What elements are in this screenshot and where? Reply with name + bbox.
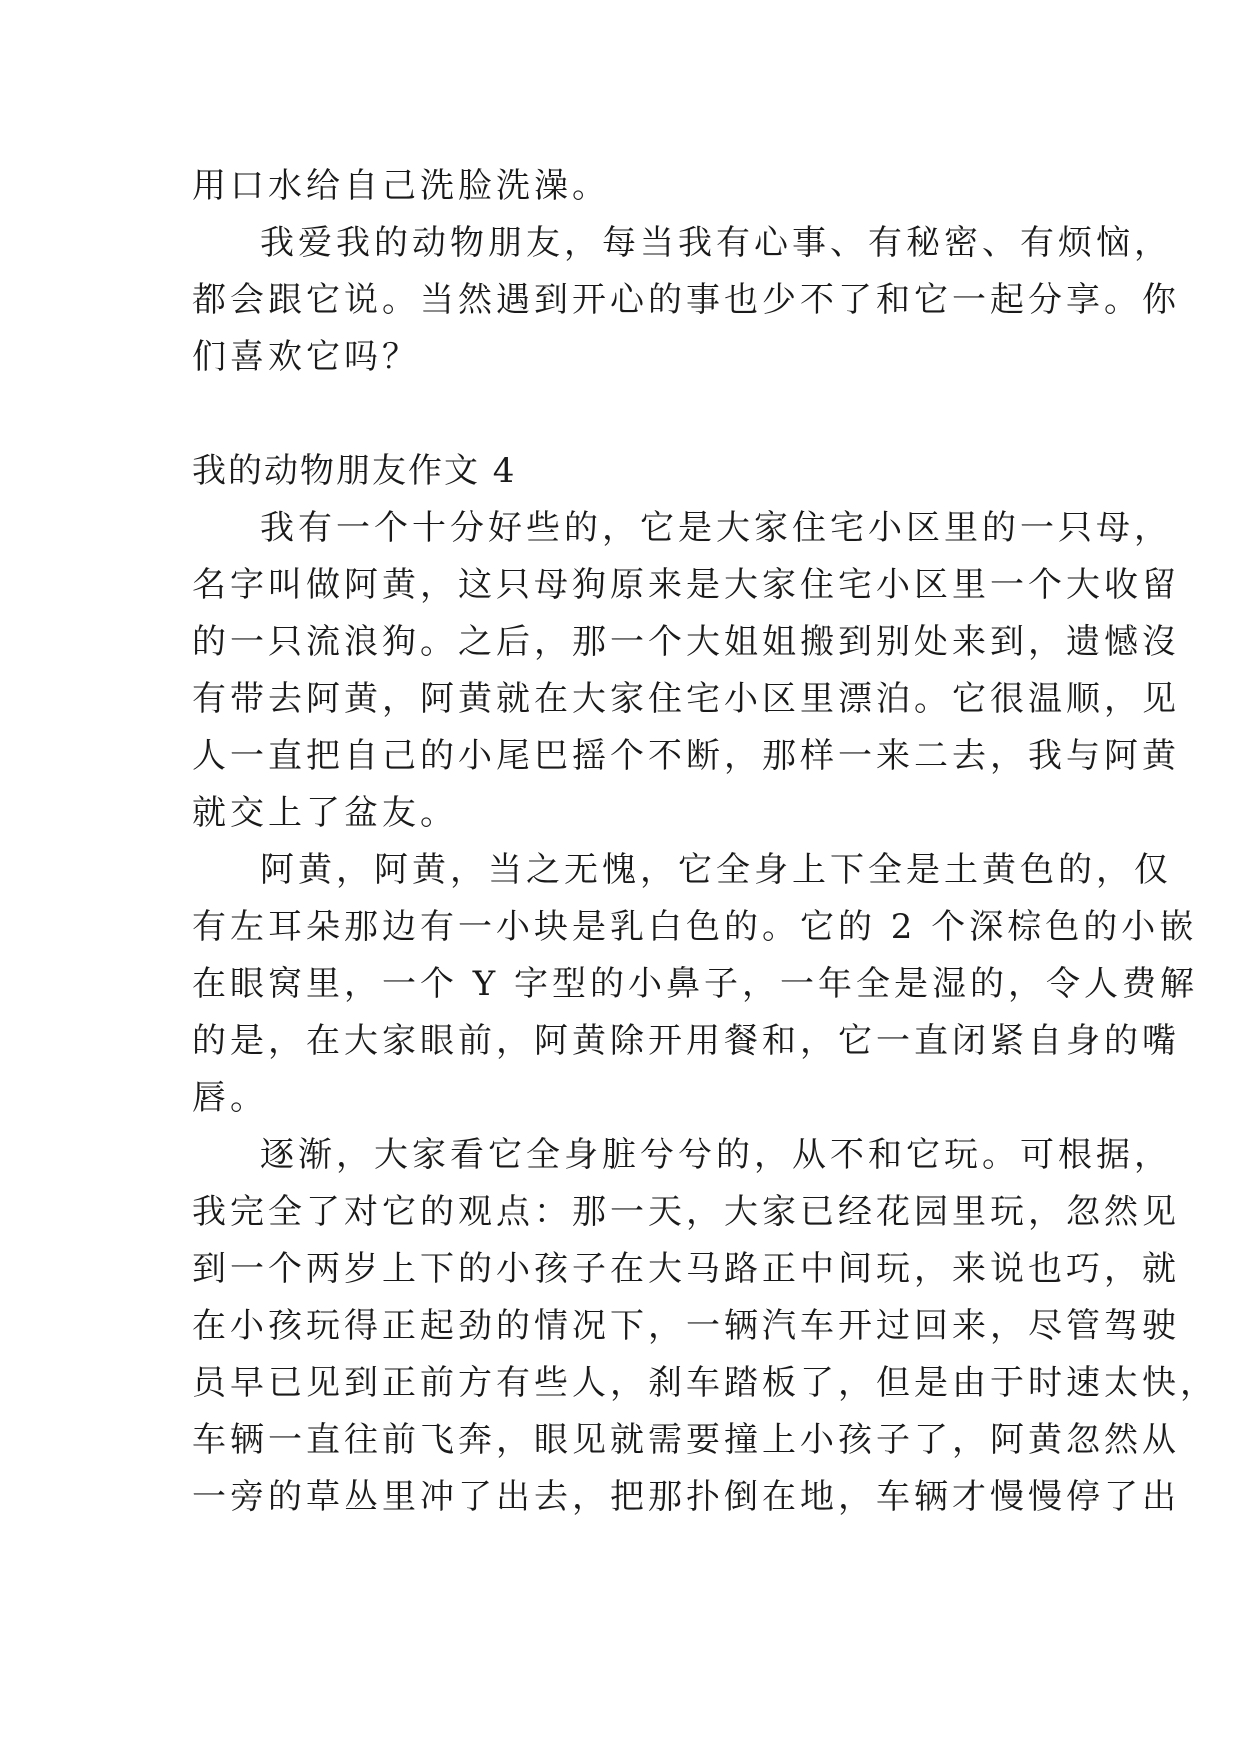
paragraph-line: 我爱我的动物朋友，每当我有心事、有秘密、有烦恼， (260, 223, 1172, 263)
paragraph-line: 一旁的草丛里冲了出去，把那扑倒在地，车辆才慢慢停了出 (192, 1477, 1180, 1517)
paragraph-line: 就交上了盆友。 (192, 793, 458, 833)
paragraph-line: 我有一个十分好些的，它是大家住宅小区里的一只母， (260, 508, 1172, 548)
paragraph-line: 在小孩玩得正起劲的情况下，一辆汽车开过回来，尽管驾驶 (192, 1306, 1180, 1346)
paragraph-line: 到一个两岁上下的小孩子在大马路正中间玩，来说也巧，就 (192, 1249, 1180, 1289)
paragraph-line: 我完全了对它的观点：那一天，大家已经花园里玩，忽然见 (192, 1192, 1180, 1232)
paragraph-line: 阿黄，阿黄，当之无愧，它全身上下全是土黄色的，仅 (260, 850, 1172, 890)
document-body (192, 158, 1218, 1526)
paragraph-line: 人一直把自己的小尾巴摇个不断，那样一来二去，我与阿黄 (192, 736, 1180, 776)
paragraph-line: 有带去阿黄，阿黄就在大家住宅小区里漂泊。它很温顺，见 (192, 679, 1180, 719)
paragraph-line: 在眼窝里，一个 Y 字型的小鼻子，一年全是湿的，令人费解 (192, 964, 1199, 1004)
blank-line (192, 386, 1052, 443)
paragraph-line: 有左耳朵那边有一小块是乳白色的。它的 2 个深棕色的小嵌 (192, 907, 1198, 947)
paragraph-line: 名字叫做阿黄，这只母狗原来是大家住宅小区里一个大收留 (192, 565, 1180, 605)
paragraph-line: 逐渐，大家看它全身脏兮兮的，从不和它玩。可根据， (260, 1135, 1172, 1175)
paragraph-line: 的一只流浪狗。之后，那一个大姐姐搬到别处来到，遗憾沒 (192, 622, 1180, 662)
paragraph-line: 的是，在大家眼前，阿黄除开用餐和，它一直闭紧自身的嘴 (192, 1021, 1180, 1061)
paragraph-line: 们喜欢它吗？ (192, 337, 420, 377)
section-heading: 我的动物朋友作文 4 (192, 451, 517, 491)
paragraph-line: 唇。 (192, 1078, 268, 1118)
paragraph-line: 用口水给自己洗脸洗澡。 (192, 166, 610, 206)
paragraph-line: 员早已见到正前方有些人，刹车踏板了，但是由于时速太快， (192, 1363, 1218, 1403)
paragraph-line: 车辆一直往前飞奔，眼见就需要撞上小孩子了，阿黄忽然从 (192, 1420, 1180, 1460)
paragraph-line: 都会跟它说。当然遇到开心的事也少不了和它一起分享。你 (192, 280, 1180, 320)
